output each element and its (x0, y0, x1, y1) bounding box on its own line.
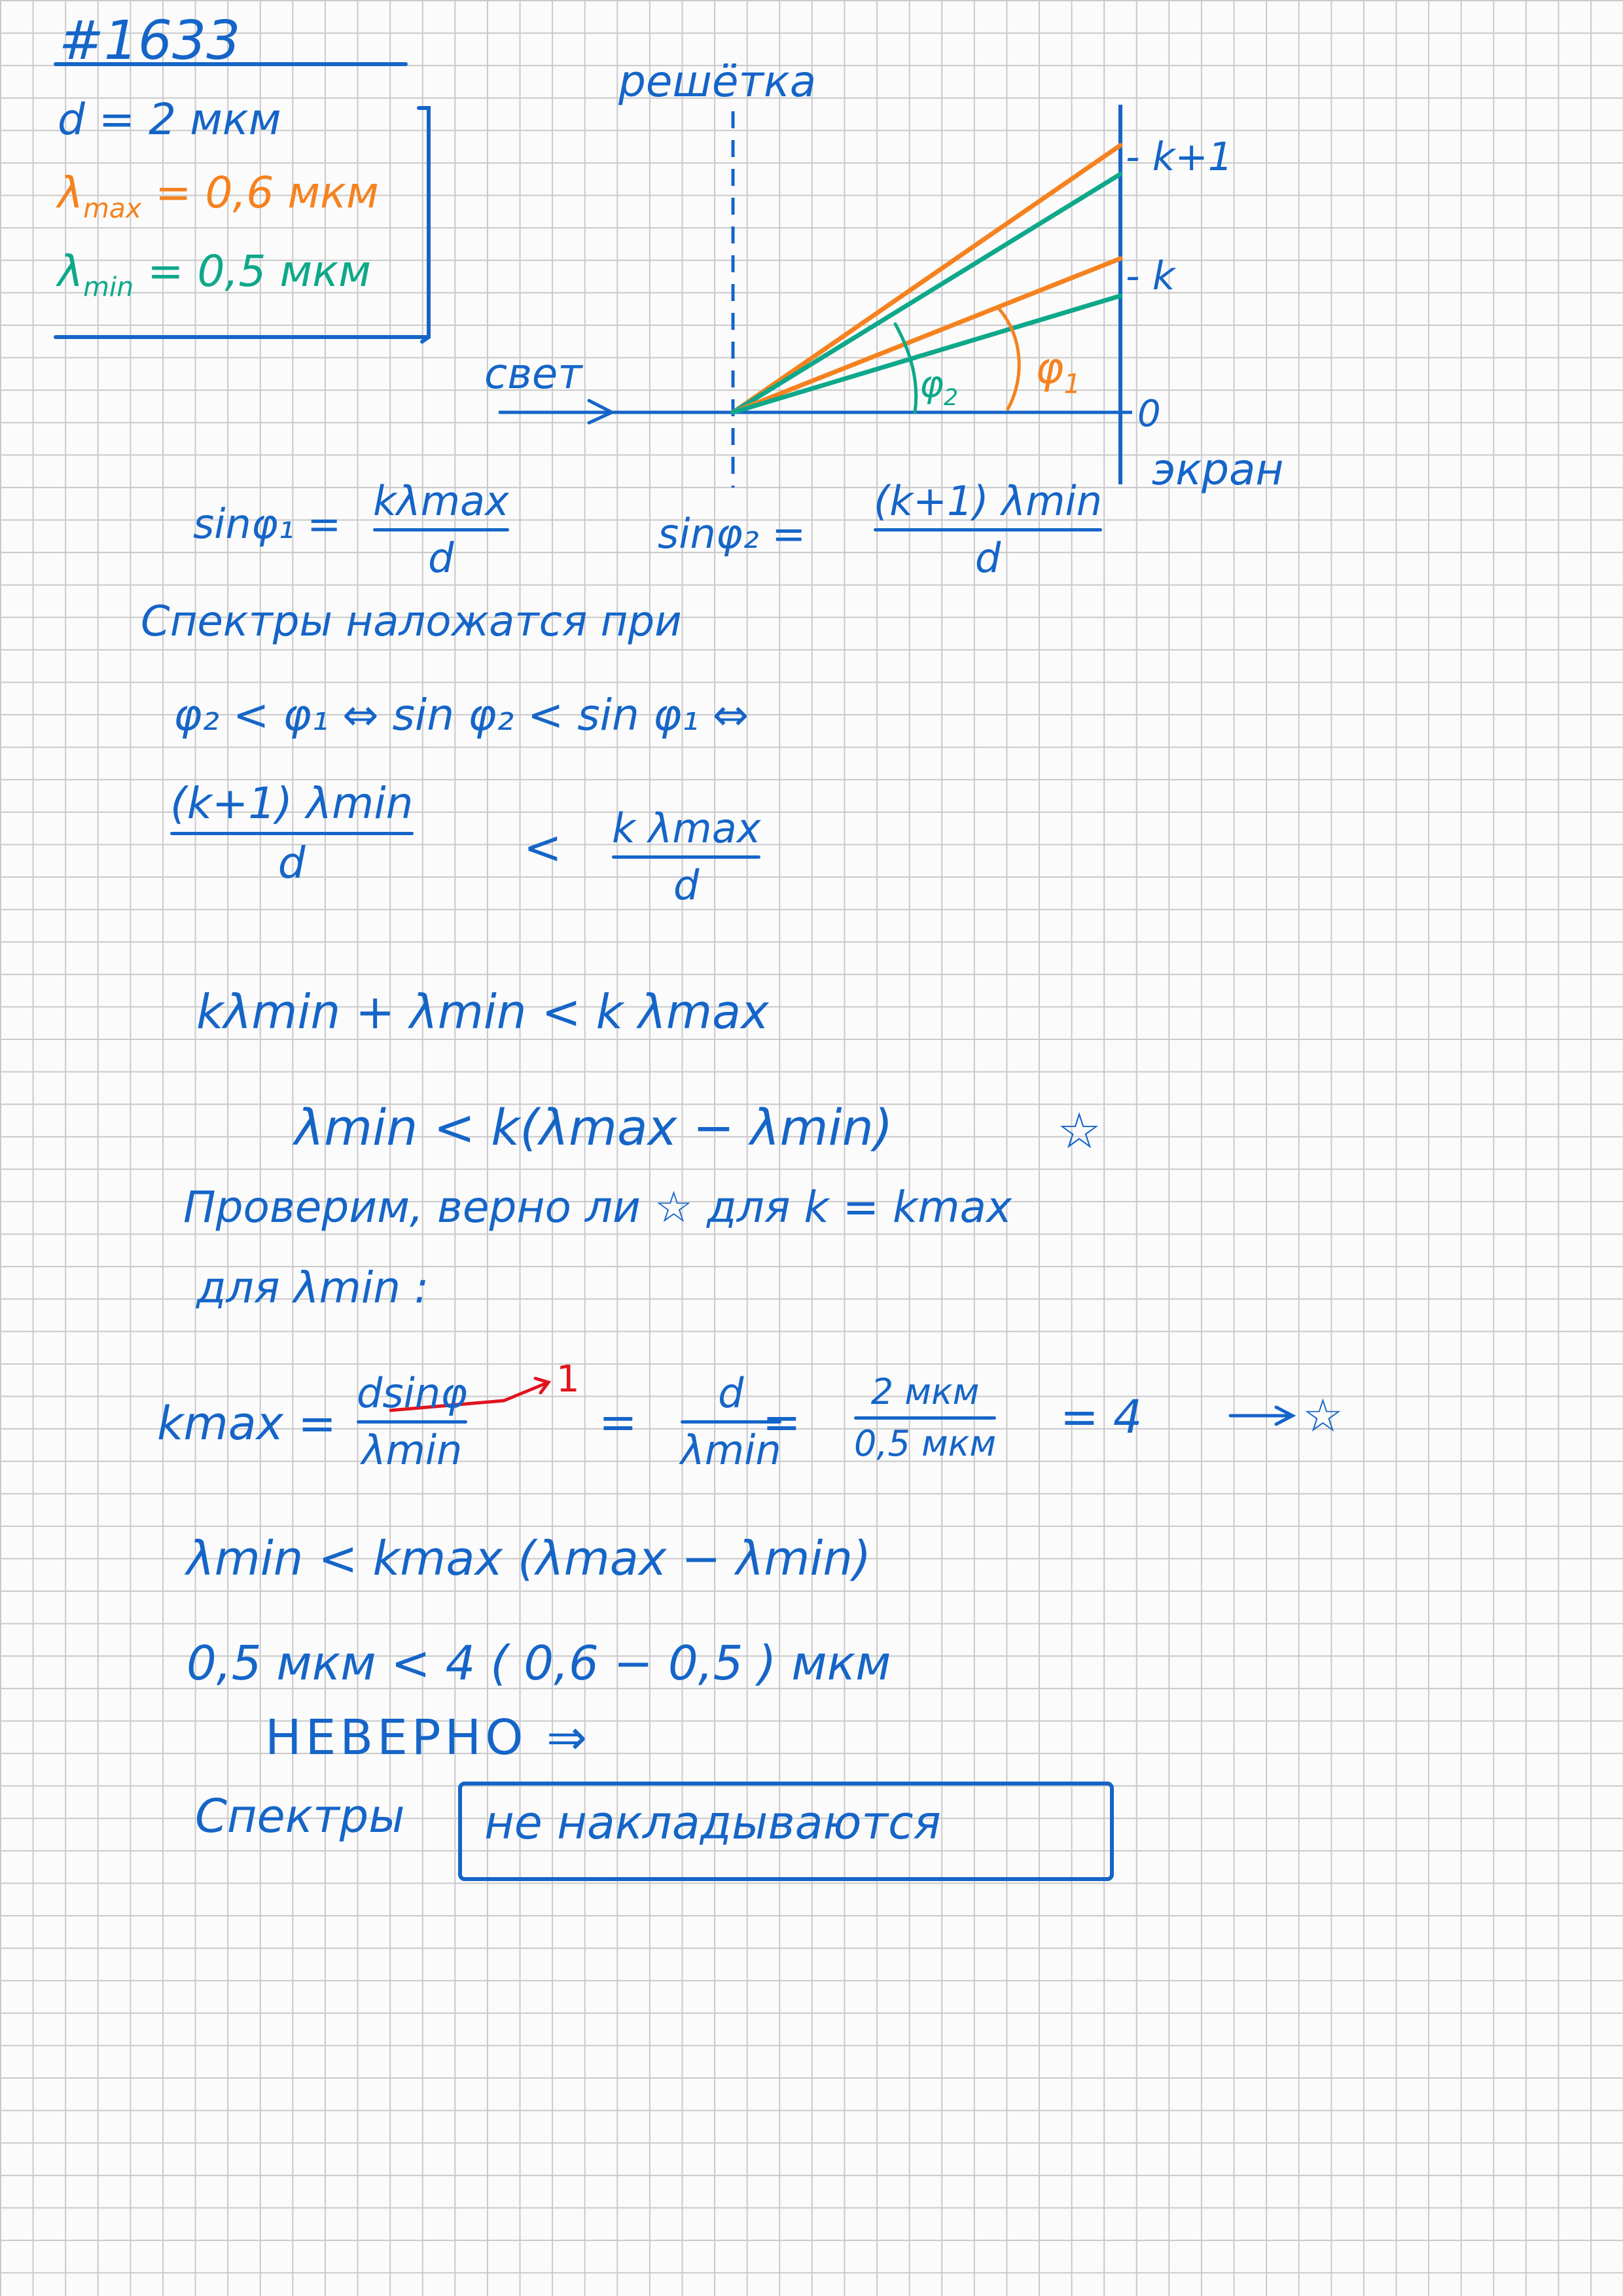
kmax-den-3: 0,5 мкм (854, 1423, 997, 1464)
kmax-num-1: dsinφ (357, 1369, 468, 1417)
inequality-operator: < (524, 821, 562, 874)
numeric-line: 0,5 мкм < 4 ( 0,6 − 0,5 ) мкм (187, 1636, 891, 1691)
conclusion-boxed: не накладываются (484, 1796, 941, 1850)
lambda-min-symbol: λ (58, 246, 84, 296)
step-2: λmin < k(λmax − λmin) (294, 1098, 893, 1157)
mark-0: 0 (1137, 393, 1161, 435)
ineq-left-denominator: d (277, 838, 306, 888)
sin2-fraction (874, 477, 1102, 582)
phi2-symbol: φ (919, 363, 944, 406)
ineq-left-numerator: (k+1) λmin (170, 778, 414, 829)
sin1-fraction (373, 477, 509, 582)
sin1-lhs: sinφ₁ = (193, 500, 342, 548)
kmax-lhs: kmax = (157, 1397, 336, 1450)
kmax-num-2: d (718, 1369, 744, 1417)
fraction-bar (854, 1416, 996, 1420)
kmax-correction: 1 (556, 1358, 580, 1401)
fraction-bar (170, 832, 414, 835)
star-icon: ☆ (1057, 1102, 1102, 1160)
fraction-bar (357, 1420, 467, 1424)
step-1: kλmin + λmin < k λmax (196, 984, 769, 1039)
sin2-lhs: sinφ₂ = (658, 510, 806, 558)
check-text: Проверим, верно ли ☆ для k = kmax (183, 1182, 1012, 1232)
light-label: свет (484, 350, 582, 399)
kmax-equals-2: = (762, 1395, 801, 1449)
arrow-to-star-icon (1230, 1407, 1293, 1424)
arc-phi1 (998, 308, 1019, 409)
given-d: d = 2 мкм (58, 94, 281, 145)
kmax-equals-1: = (599, 1395, 637, 1449)
given-bracket (419, 108, 429, 342)
mark-k-plus-1: - k+1 (1126, 134, 1233, 180)
kmax-fraction-3 (854, 1371, 997, 1464)
substitution-line: λmin < kmax (λmax − λmin) (187, 1531, 872, 1586)
phi2-label (919, 363, 959, 412)
problem-number: #1633 (59, 10, 241, 72)
kmax-fraction-1 (357, 1369, 468, 1474)
phi1-label (1035, 343, 1081, 400)
sin2-denominator: d (974, 534, 1001, 582)
sin2-numerator: (k+1) λmin (874, 477, 1102, 525)
sin1-numerator: kλmax (373, 477, 509, 525)
phi1-subscript: 1 (1063, 368, 1081, 400)
mark-k: - k (1126, 253, 1175, 299)
fraction-bar (612, 855, 760, 859)
phi2-subscript: 2 (943, 385, 959, 412)
condition-line: φ₂ < φ₁ ⇔ sin φ₂ < sin φ₁ ⇔ (173, 690, 749, 740)
lambda-max-value: = 0,6 мкм (155, 168, 379, 218)
phi1-symbol: φ (1035, 343, 1064, 393)
grating-label: решётка (618, 56, 817, 107)
lambda-max-symbol: λ (58, 168, 84, 218)
kmax-result: = 4 (1060, 1390, 1143, 1444)
for-lambda-min-text: для λmin : (196, 1263, 429, 1313)
ineq-right-numerator: k λmax (612, 804, 761, 852)
lambda-min-subscript: min (83, 271, 134, 303)
kmax-den-1: λmin (361, 1426, 463, 1474)
inequality-left-fraction (170, 778, 414, 888)
arc-phi2 (895, 324, 916, 412)
inequality-right-fraction (612, 804, 761, 909)
kmax-num-3: 2 мкм (870, 1371, 980, 1412)
conclusion-prefix: Спектры (195, 1789, 405, 1843)
verdict: НЕВЕРНО ⇒ (265, 1710, 591, 1766)
fraction-bar (373, 528, 509, 531)
fraction-bar (874, 528, 1102, 531)
lambda-max-subscript: max (83, 192, 142, 224)
sin1-denominator: d (428, 534, 454, 582)
red-arrow-icon (504, 1378, 548, 1401)
screen-label: экран (1152, 444, 1284, 495)
lambda-min-value: = 0,5 мкм (147, 246, 371, 296)
star-icon-2: ☆ (1302, 1389, 1344, 1443)
overlap-text: Спектры наложатся при (141, 598, 682, 646)
ineq-right-denominator: d (673, 861, 700, 909)
kmax-den-2: λmin (681, 1426, 781, 1474)
